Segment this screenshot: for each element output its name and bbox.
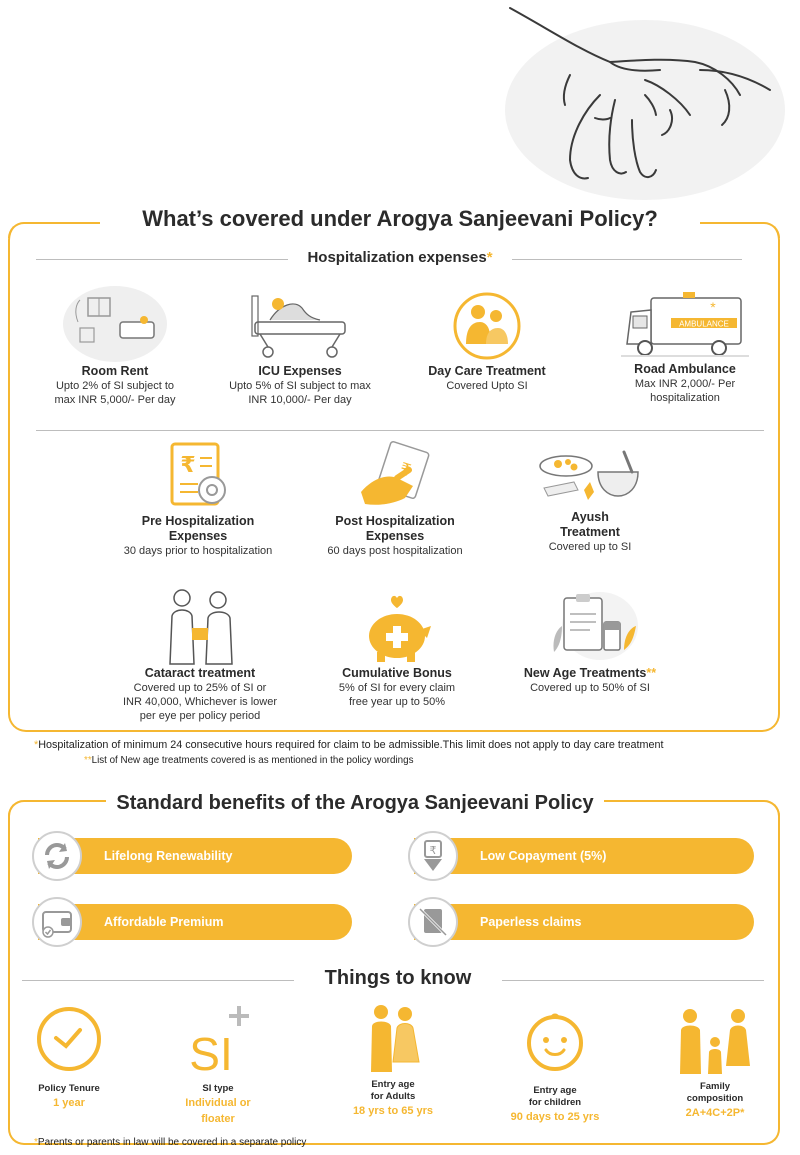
family-label-line2: composition [686, 1093, 744, 1104]
cataract-treatment-item [110, 586, 290, 723]
rupee-document-icon [162, 438, 234, 514]
divider-line [36, 259, 288, 260]
benefits-frame-corner-right [604, 800, 780, 816]
day-care-item [412, 288, 562, 393]
divider-line [512, 259, 742, 260]
room-icon [60, 282, 170, 364]
item-title: ICU Expenses [258, 364, 342, 378]
cumulative-bonus-item [312, 590, 482, 709]
svg-text:₹: ₹ [429, 844, 437, 857]
adult-entry-age-item [338, 1002, 448, 1119]
family-value: 2A+4C+2P* [685, 1107, 745, 1119]
item-desc: INR 40,000, Whichever is lower [122, 696, 278, 708]
benefits-frame-corner-left [8, 800, 106, 816]
icu-bed-icon [240, 286, 360, 364]
item-title: New Age Treatments** [523, 666, 657, 680]
item-desc: Max INR 2,000/- Per [634, 378, 736, 390]
clock-icon [34, 1004, 104, 1074]
item-title: Day Care Treatment [428, 364, 546, 378]
family-label: Family [699, 1081, 731, 1092]
item-desc: 30 days prior to hospitalization [123, 545, 273, 557]
item-desc: Covered up to 50% of SI [530, 682, 650, 694]
family-composition-item [660, 1006, 770, 1121]
divider-line [36, 430, 764, 431]
refresh-icon [32, 831, 82, 881]
family-icon [674, 1006, 756, 1076]
item-title: Road Ambulance [634, 362, 736, 376]
tenure-value: 1 year [53, 1097, 85, 1109]
adult-age-label-line2: for Adults [370, 1091, 416, 1102]
ayurveda-mortar-icon [534, 438, 646, 510]
parents-footnote: *Parents or parents in law will be covered in a separate policy [34, 1137, 307, 1148]
new-age-footnote: **List of New age treatments covered is as mentioned in the policy wordings [84, 755, 414, 766]
day-care-icon [452, 288, 522, 364]
holding-hands-illustration [470, 0, 790, 200]
item-desc: 5% of SI for every claim [338, 682, 456, 694]
item-title: Cataract treatment [144, 666, 256, 680]
item-desc: Upto 5% of SI subject to max [229, 380, 371, 392]
item-title-line2: Expenses [168, 529, 228, 543]
svg-text:*: * [710, 299, 716, 315]
item-title: Post Hospitalization [335, 514, 455, 528]
item-desc: Covered Upto SI [446, 380, 528, 392]
divider-line [22, 980, 294, 981]
ayush-treatment-item [515, 438, 665, 554]
icu-expenses-item [215, 286, 385, 407]
si-plus-icon [183, 1004, 253, 1074]
things-to-know-title: Things to know [324, 967, 472, 989]
item-desc: INR 10,000/- Per day [248, 394, 352, 406]
piggy-bank-icon [357, 590, 437, 666]
clipboard-medicine-icon [540, 586, 640, 666]
item-desc: Covered up to 25% of SI or [133, 682, 267, 694]
item-desc: max INR 5,000/- Per day [54, 394, 176, 406]
doctor-patient-icon [152, 586, 248, 666]
covered-title: What’s covered under Arogya Sanjeevani Policy? [100, 206, 700, 232]
adults-icon [363, 1002, 423, 1074]
tenure-label: Policy Tenure [38, 1083, 100, 1094]
benefit-paperless-claims: Paperless claims [414, 904, 754, 940]
post-hospitalization-item [305, 438, 485, 558]
item-desc: per eye per policy period [139, 710, 261, 722]
benefits-title: Standard benefits of the Arogya Sanjeevani Policy [106, 792, 604, 815]
no-paper-icon [408, 897, 458, 947]
item-desc: free year up to 50% [348, 696, 445, 708]
si-icon-text: SI [189, 1028, 233, 1074]
benefit-affordable-premium: Affordable Premium [38, 904, 352, 940]
item-desc: Upto 2% of SI subject to [55, 380, 174, 392]
item-desc: 60 days post hospitalization [327, 545, 463, 557]
road-ambulance-item [610, 288, 760, 405]
si-type-value: Individual or [185, 1097, 251, 1109]
item-title: Room Rent [81, 364, 149, 378]
item-desc: hospitalization [650, 392, 720, 404]
policy-tenure-item [20, 1004, 118, 1111]
pre-hospitalization-item [108, 438, 288, 558]
benefit-lifelong-renewability: Lifelong Renewability [38, 838, 352, 874]
child-age-label: Entry age [533, 1085, 577, 1096]
svg-text:₹: ₹ [180, 453, 196, 478]
child-age-label-line2: for children [528, 1097, 582, 1108]
item-title-line2: Expenses [365, 529, 425, 543]
si-type-value-line2: floater [201, 1113, 235, 1125]
wallet-icon [32, 897, 82, 947]
rupee-down-icon [408, 831, 458, 881]
divider-line [502, 980, 764, 981]
item-title: Cumulative Bonus [342, 666, 452, 680]
children-entry-age-item [495, 1010, 615, 1125]
item-desc: Covered up to SI [548, 541, 632, 553]
si-type-label: SI type [202, 1083, 234, 1094]
new-age-treatments-item [510, 586, 670, 695]
ambulance-label: AMBULANCE [679, 319, 729, 329]
item-title: Pre Hospitalization [141, 514, 255, 528]
item-title-line2: Treatment [560, 525, 620, 539]
baby-face-icon [524, 1010, 586, 1072]
adult-age-label: Entry age [371, 1079, 415, 1090]
child-age-value: 90 days to 25 yrs [510, 1111, 600, 1123]
room-rent-item [40, 282, 190, 407]
hospitalization-subtitle: Hospitalization expenses* [307, 249, 493, 266]
item-title: Ayush [571, 510, 609, 524]
cash-hand-icon [353, 438, 437, 514]
benefit-low-copayment: Low Copayment (5%) [414, 838, 754, 874]
adult-age-value: 18 yrs to 65 yrs [352, 1105, 434, 1117]
hospitalization-footnote: *Hospitalization of minimum 24 consecutive hours required for claim to be admissible.This limit does not apply to day care treatment [34, 739, 664, 751]
ambulance-icon [621, 288, 749, 362]
si-type-item [172, 1004, 264, 1127]
